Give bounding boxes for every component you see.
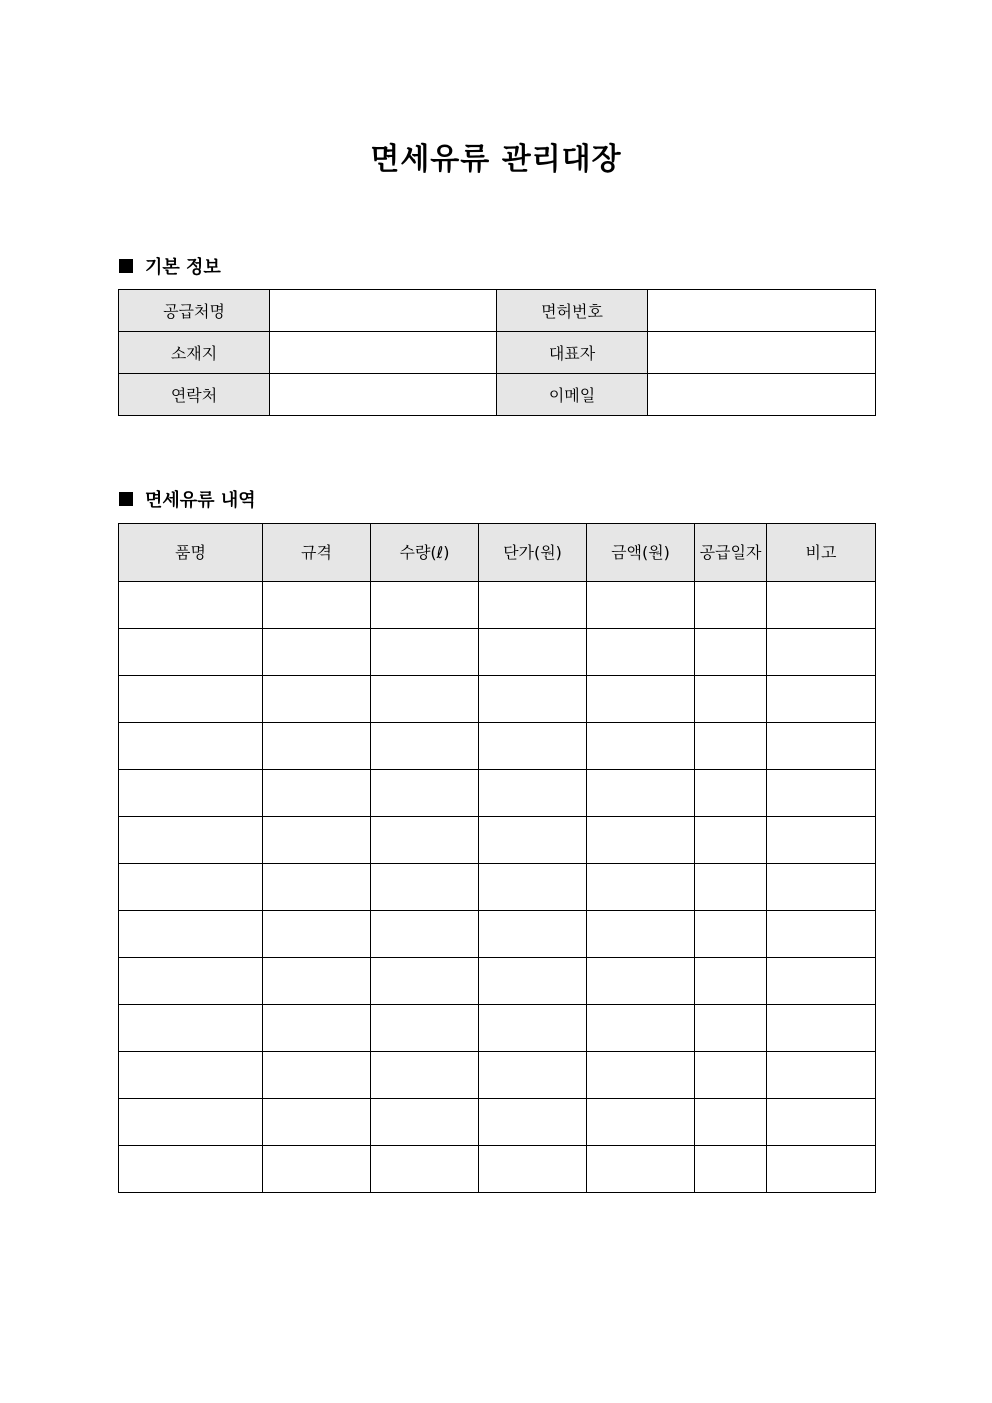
amount-cell[interactable]: [587, 1146, 695, 1193]
supply-date-cell[interactable]: [695, 629, 767, 676]
unit-price-cell[interactable]: [479, 1052, 587, 1099]
table-row: [119, 374, 876, 416]
column-header-amount: 금액(원): [587, 524, 695, 582]
remarks-cell[interactable]: [767, 911, 876, 958]
unit-price-cell[interactable]: [479, 958, 587, 1005]
table-row: [119, 582, 876, 629]
quantity-cell[interactable]: [371, 1146, 479, 1193]
document-title: 면세유류 관리대장: [370, 142, 622, 177]
square-bullet-icon: [119, 492, 133, 506]
amount-cell[interactable]: [587, 582, 695, 629]
item-name-cell[interactable]: [119, 1099, 263, 1146]
item-name-cell[interactable]: [119, 1052, 263, 1099]
item-name-cell[interactable]: [119, 629, 263, 676]
remarks-cell[interactable]: [767, 629, 876, 676]
unit-price-cell[interactable]: [479, 1099, 587, 1146]
table-row: [119, 290, 876, 332]
amount-cell[interactable]: [587, 958, 695, 1005]
quantity-cell[interactable]: [371, 1052, 479, 1099]
remarks-cell[interactable]: [767, 723, 876, 770]
basic-info-table: [118, 289, 876, 416]
square-bullet-icon: [119, 259, 133, 273]
spec-cell[interactable]: [263, 1146, 371, 1193]
amount-cell[interactable]: [587, 1052, 695, 1099]
quantity-cell[interactable]: [371, 723, 479, 770]
supply-date-cell[interactable]: [695, 770, 767, 817]
spec-cell[interactable]: [263, 676, 371, 723]
column-header-spec: 규격: [263, 524, 371, 582]
item-name-cell[interactable]: [119, 723, 263, 770]
quantity-cell[interactable]: [371, 582, 479, 629]
remarks-cell[interactable]: [767, 1146, 876, 1193]
spec-cell[interactable]: [263, 864, 371, 911]
remarks-cell[interactable]: [767, 676, 876, 723]
items-heading-text: 면세유류 내역: [145, 490, 256, 511]
column-header-remarks: 비고: [767, 524, 876, 582]
spec-cell[interactable]: [263, 958, 371, 1005]
remarks-cell[interactable]: [767, 1099, 876, 1146]
supply-date-cell[interactable]: [695, 1052, 767, 1099]
remarks-cell[interactable]: [767, 864, 876, 911]
supplier-name-label: 공급처명: [119, 290, 270, 332]
quantity-cell[interactable]: [371, 770, 479, 817]
amount-cell[interactable]: [587, 770, 695, 817]
items-table-body: [119, 582, 876, 1193]
amount-cell[interactable]: [587, 817, 695, 864]
quantity-cell[interactable]: [371, 911, 479, 958]
unit-price-cell[interactable]: [479, 1146, 587, 1193]
basic-info-heading: [119, 253, 221, 279]
amount-cell[interactable]: [587, 629, 695, 676]
quantity-cell[interactable]: [371, 676, 479, 723]
quantity-cell[interactable]: [371, 958, 479, 1005]
table-row: [119, 1099, 876, 1146]
supply-date-cell[interactable]: [695, 958, 767, 1005]
table-row: [119, 864, 876, 911]
license-number-field[interactable]: [648, 290, 876, 332]
spec-cell[interactable]: [263, 582, 371, 629]
items-heading: [119, 486, 256, 512]
spec-cell[interactable]: [263, 1052, 371, 1099]
item-name-cell[interactable]: [119, 864, 263, 911]
contact-field[interactable]: [270, 374, 497, 416]
table-row: [119, 770, 876, 817]
amount-cell[interactable]: [587, 723, 695, 770]
table-row: [119, 958, 876, 1005]
amount-cell[interactable]: [587, 1005, 695, 1052]
supply-date-cell[interactable]: [695, 911, 767, 958]
table-row: [119, 911, 876, 958]
contact-label: 연락처: [119, 374, 270, 416]
unit-price-cell[interactable]: [479, 676, 587, 723]
remarks-cell[interactable]: [767, 582, 876, 629]
supply-date-cell[interactable]: [695, 1146, 767, 1193]
item-name-cell[interactable]: [119, 958, 263, 1005]
item-name-cell[interactable]: [119, 582, 263, 629]
column-header-unit-price: 단가(원): [479, 524, 587, 582]
table-row: [119, 1052, 876, 1099]
table-row: [119, 629, 876, 676]
remarks-cell[interactable]: [767, 1052, 876, 1099]
column-header-supply-date: 공급일자: [695, 524, 767, 582]
representative-label: 대표자: [497, 332, 648, 374]
item-name-cell[interactable]: [119, 817, 263, 864]
spec-cell[interactable]: [263, 911, 371, 958]
item-name-cell[interactable]: [119, 770, 263, 817]
email-label: 이메일: [497, 374, 648, 416]
table-row: [119, 676, 876, 723]
spec-cell[interactable]: [263, 1005, 371, 1052]
spec-cell[interactable]: [263, 770, 371, 817]
remarks-cell[interactable]: [767, 958, 876, 1005]
supplier-name-field[interactable]: [270, 290, 497, 332]
quantity-cell[interactable]: [371, 629, 479, 676]
item-name-cell[interactable]: [119, 1146, 263, 1193]
remarks-cell[interactable]: [767, 817, 876, 864]
table-row: [119, 817, 876, 864]
basic-info-heading-text: 기본 정보: [145, 257, 221, 278]
item-name-cell[interactable]: [119, 676, 263, 723]
supply-date-cell[interactable]: [695, 1005, 767, 1052]
remarks-cell[interactable]: [767, 1005, 876, 1052]
items-table: [118, 523, 876, 1193]
amount-cell[interactable]: [587, 864, 695, 911]
table-row: [119, 332, 876, 374]
table-row: [119, 1146, 876, 1193]
spec-cell[interactable]: [263, 1099, 371, 1146]
representative-field[interactable]: [648, 332, 876, 374]
table-header-row: [119, 524, 876, 582]
amount-cell[interactable]: [587, 676, 695, 723]
unit-price-cell[interactable]: [479, 1005, 587, 1052]
column-header-quantity: 수량(ℓ): [371, 524, 479, 582]
unit-price-cell[interactable]: [479, 629, 587, 676]
quantity-cell[interactable]: [371, 1099, 479, 1146]
address-field[interactable]: [270, 332, 497, 374]
supply-date-cell[interactable]: [695, 676, 767, 723]
unit-price-cell[interactable]: [479, 723, 587, 770]
column-header-item-name: 품명: [119, 524, 263, 582]
unit-price-cell[interactable]: [479, 770, 587, 817]
spec-cell[interactable]: [263, 817, 371, 864]
amount-cell[interactable]: [587, 1099, 695, 1146]
unit-price-cell[interactable]: [479, 582, 587, 629]
unit-price-cell[interactable]: [479, 864, 587, 911]
quantity-cell[interactable]: [371, 817, 479, 864]
remarks-cell[interactable]: [767, 770, 876, 817]
supply-date-cell[interactable]: [695, 864, 767, 911]
quantity-cell[interactable]: [371, 864, 479, 911]
license-number-label: 면허번호: [497, 290, 648, 332]
unit-price-cell[interactable]: [479, 911, 587, 958]
table-row: [119, 1005, 876, 1052]
email-field[interactable]: [648, 374, 876, 416]
supply-date-cell[interactable]: [695, 817, 767, 864]
spec-cell[interactable]: [263, 629, 371, 676]
spec-cell[interactable]: [263, 723, 371, 770]
item-name-cell[interactable]: [119, 911, 263, 958]
amount-cell[interactable]: [587, 911, 695, 958]
supply-date-cell[interactable]: [695, 1099, 767, 1146]
unit-price-cell[interactable]: [479, 817, 587, 864]
supply-date-cell[interactable]: [695, 723, 767, 770]
table-row: [119, 723, 876, 770]
quantity-cell[interactable]: [371, 1005, 479, 1052]
address-label: 소재지: [119, 332, 270, 374]
item-name-cell[interactable]: [119, 1005, 263, 1052]
supply-date-cell[interactable]: [695, 582, 767, 629]
